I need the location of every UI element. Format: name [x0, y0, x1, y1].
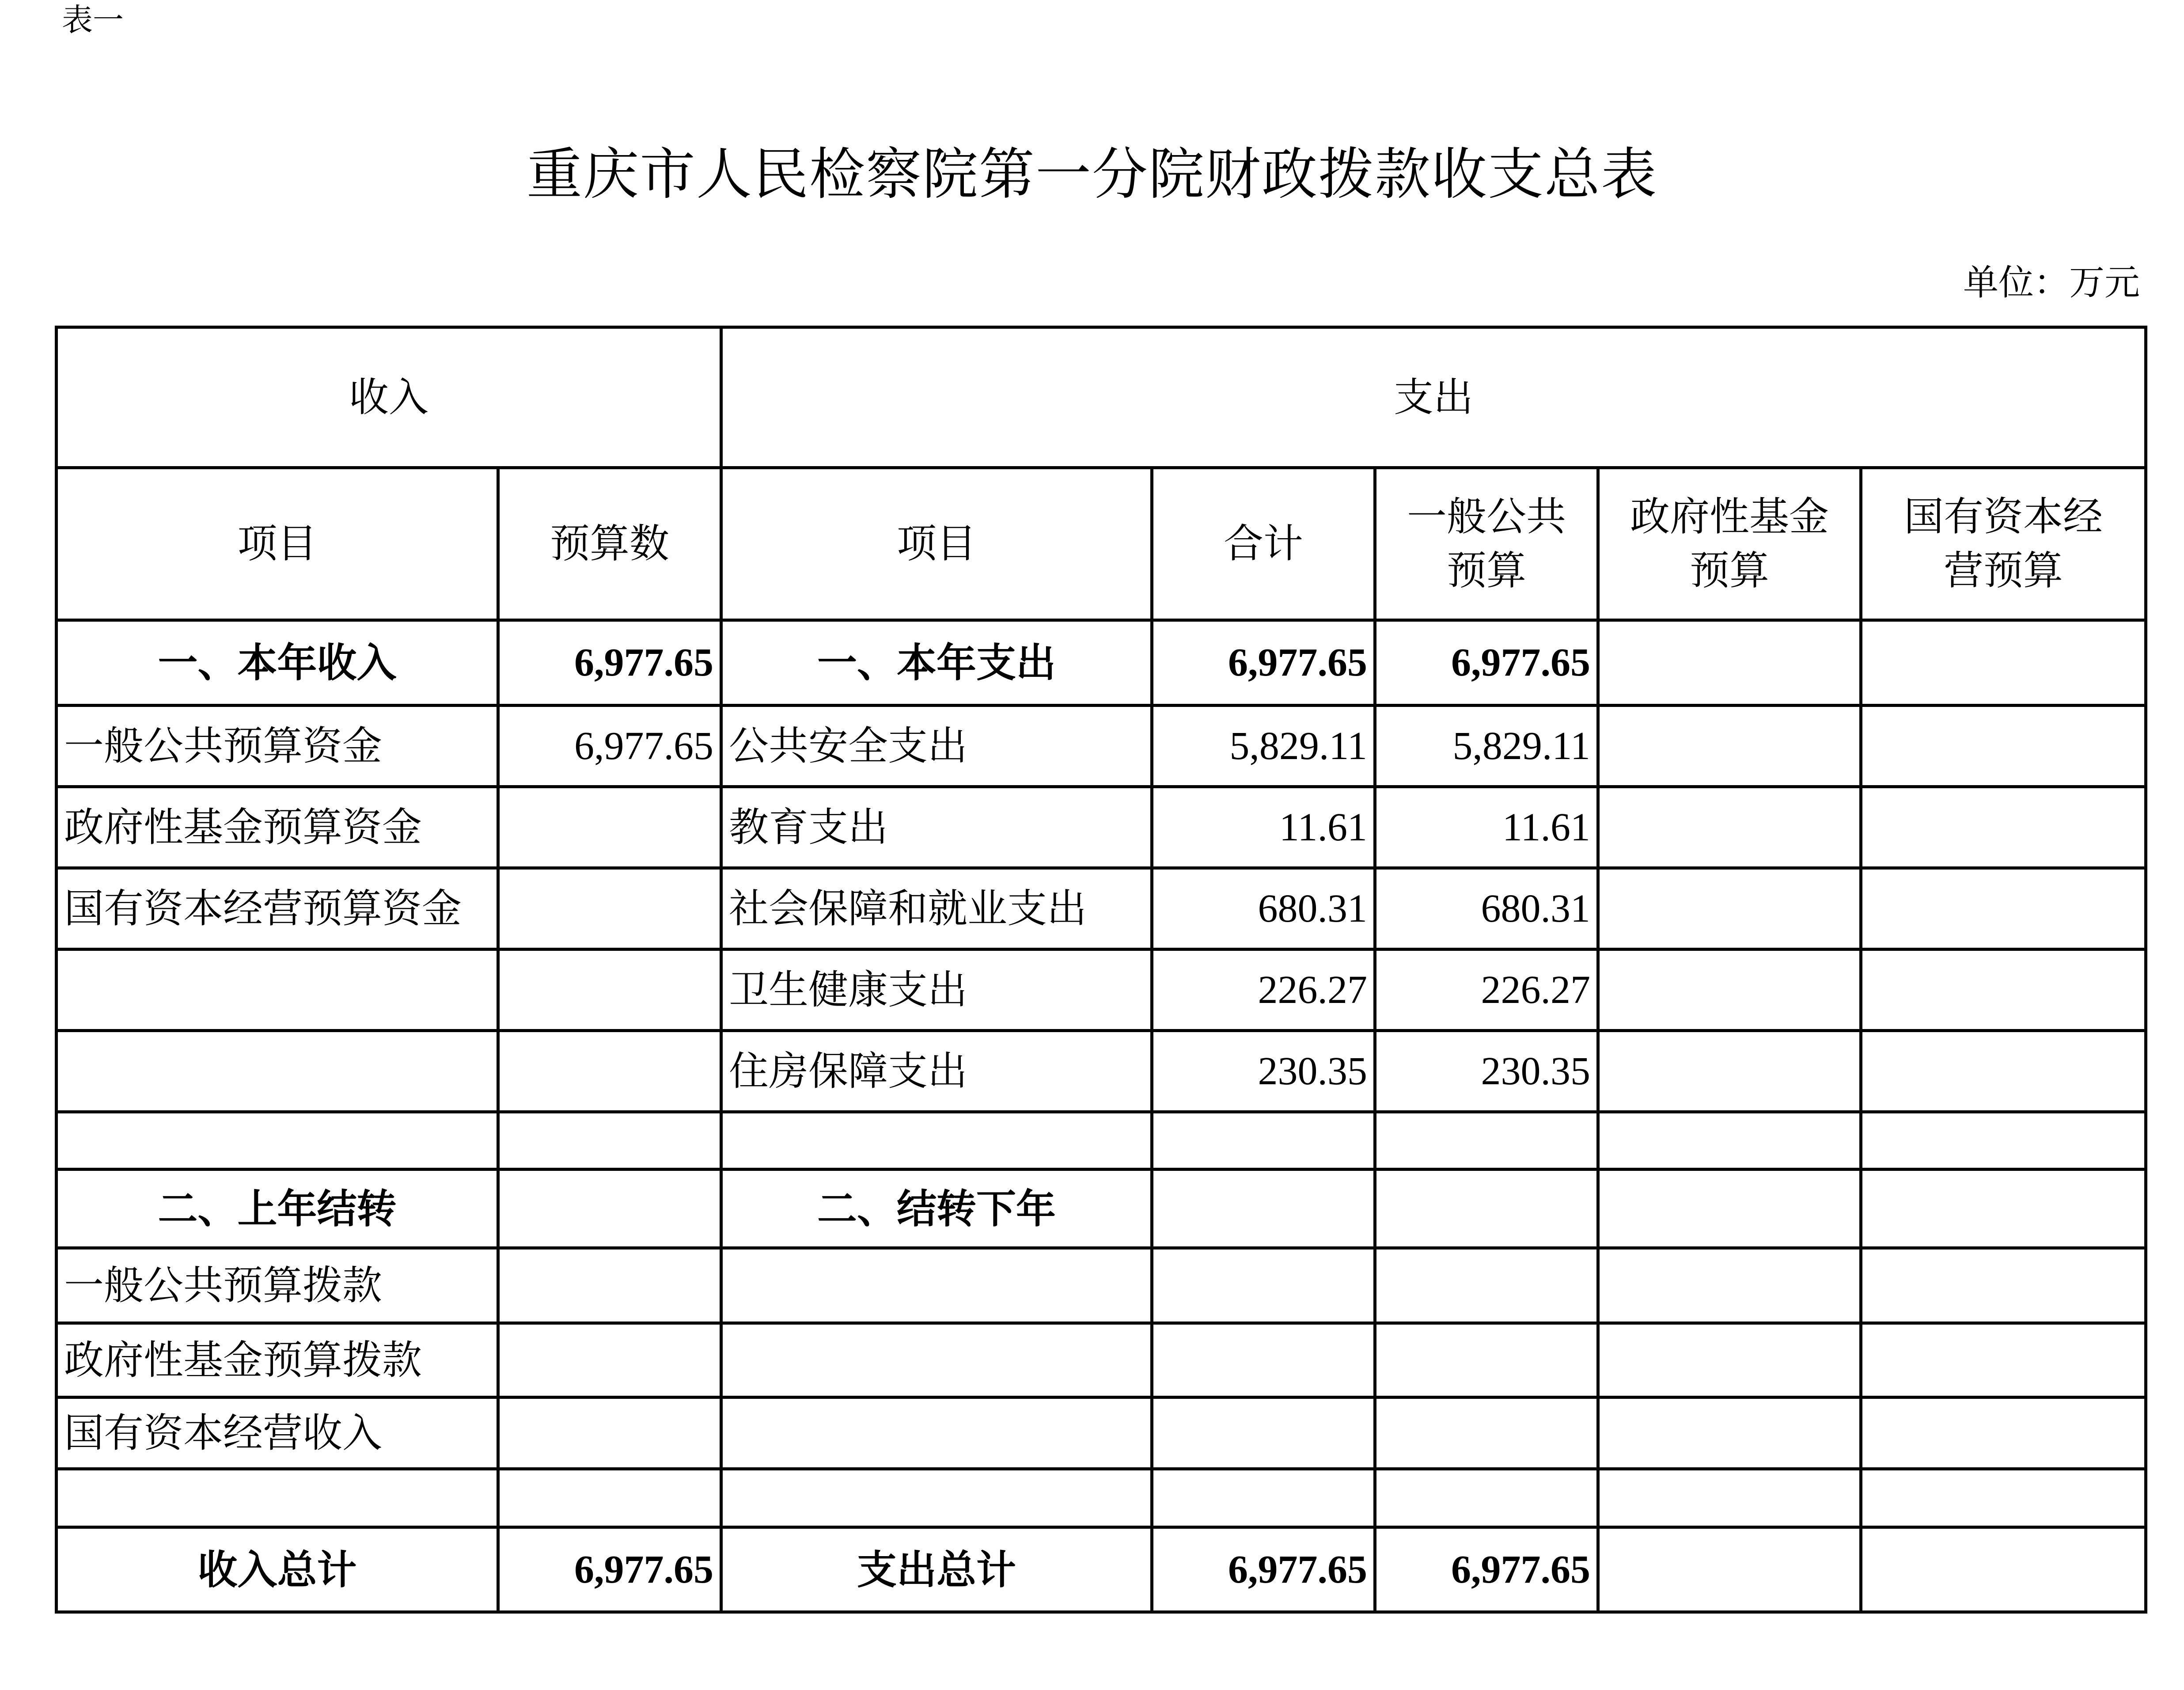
income-amount-cell — [498, 1170, 721, 1248]
expense-item-cell — [721, 1248, 1152, 1323]
gov-fund-cell — [1598, 1031, 1861, 1112]
expense-total-cell — [1152, 1398, 1375, 1469]
expense-item-cell: 社会保障和就业支出 — [721, 868, 1152, 949]
expense-item-cell — [721, 1469, 1152, 1527]
gov-fund-cell — [1598, 949, 1861, 1031]
expense-total-cell: 226.27 — [1152, 949, 1375, 1031]
expense-item-cell: 教育支出 — [721, 787, 1152, 868]
gov-fund-cell — [1598, 1248, 1861, 1323]
table-row — [57, 1398, 2146, 1469]
table-row-blank — [57, 1469, 2146, 1527]
general-budget-cell: 680.31 — [1375, 868, 1598, 949]
general-budget-cell: 230.35 — [1375, 1031, 1598, 1112]
gov-fund-header — [1598, 468, 1861, 620]
expense-total-cell — [1152, 1469, 1375, 1527]
gov-fund-cell — [1598, 1398, 1861, 1469]
income-group-header: 收入 — [57, 327, 721, 468]
table-row — [57, 787, 2146, 868]
state-capital-cell — [1861, 1469, 2146, 1527]
table-row-carryover — [57, 1170, 2146, 1248]
income-amount-cell — [498, 868, 721, 949]
page-title: 重庆市人民检察院第一分院财政拨款收支总表 — [527, 142, 1657, 207]
general-budget-header-line1: 一般公共 — [1407, 494, 1566, 540]
expense-item-cell — [721, 1323, 1152, 1398]
income-item-header: 项目 — [57, 468, 498, 620]
general-budget-cell — [1375, 1469, 1598, 1527]
state-capital-cell — [1861, 787, 2146, 868]
income-item-cell — [57, 949, 498, 1031]
general-budget-header-line2: 预算 — [1447, 547, 1526, 594]
state-capital-header-line1: 国有资本经 — [1904, 494, 2103, 540]
income-item-cell: 政府性基金预算资金 — [57, 787, 498, 868]
state-capital-cell — [1861, 620, 2146, 706]
expense-total-cell: 5,829.11 — [1152, 706, 1375, 787]
gov-fund-cell — [1598, 706, 1861, 787]
state-capital-cell — [1861, 1527, 2146, 1612]
general-budget-cell — [1375, 1170, 1598, 1248]
expense-item-header: 项目 — [721, 468, 1152, 620]
expense-item-cell: 公共安全支出 — [721, 706, 1152, 787]
income-item-cell: 收入总计 — [57, 1527, 498, 1612]
income-amount-cell — [498, 1031, 721, 1112]
gov-fund-header-line1: 政府性基金 — [1630, 494, 1829, 540]
income-item-cell: 二、上年结转 — [57, 1170, 498, 1248]
gov-fund-cell — [1598, 787, 1861, 868]
general-budget-cell: 226.27 — [1375, 949, 1598, 1031]
expense-total-cell — [1152, 1248, 1375, 1323]
gov-fund-cell — [1598, 1170, 1861, 1248]
general-budget-cell — [1375, 1323, 1598, 1398]
income-item-cell — [57, 1112, 498, 1170]
expense-total-cell: 6,977.65 — [1152, 1527, 1375, 1612]
income-item-cell: 一般公共预算拨款 — [57, 1248, 498, 1323]
gov-fund-cell — [1598, 620, 1861, 706]
income-amount-cell: 6,977.65 — [498, 706, 721, 787]
expense-total-cell — [1152, 1170, 1375, 1248]
general-budget-cell: 11.61 — [1375, 787, 1598, 868]
expense-total-cell — [1152, 1112, 1375, 1170]
expense-item-cell: 一、本年支出 — [721, 620, 1152, 706]
gov-fund-cell — [1598, 1323, 1861, 1398]
state-capital-cell — [1861, 1170, 2146, 1248]
state-capital-cell — [1861, 706, 2146, 787]
total-header: 合计 — [1152, 468, 1375, 620]
general-budget-cell: 6,977.65 — [1375, 1527, 1598, 1612]
income-amount-cell: 6,977.65 — [498, 620, 721, 706]
expense-item-cell: 二、结转下年 — [721, 1170, 1152, 1248]
general-budget-cell — [1375, 1398, 1598, 1469]
income-amount-cell — [498, 787, 721, 868]
income-item-cell: 国有资本经营预算资金 — [57, 868, 498, 949]
state-capital-cell — [1861, 1398, 2146, 1469]
expense-item-cell: 住房保障支出 — [721, 1031, 1152, 1112]
state-capital-header-line2: 营预算 — [1944, 547, 2063, 594]
expense-total-cell: 230.35 — [1152, 1031, 1375, 1112]
table-row — [57, 1323, 2146, 1398]
general-budget-header — [1375, 468, 1598, 620]
expense-item-cell — [721, 1112, 1152, 1170]
state-capital-cell — [1861, 949, 2146, 1031]
expense-total-cell: 11.61 — [1152, 787, 1375, 868]
table-row — [57, 949, 2146, 1031]
general-budget-cell: 5,829.11 — [1375, 706, 1598, 787]
state-capital-cell — [1861, 1323, 2146, 1398]
table-row — [57, 706, 2146, 787]
income-amount-cell: 6,977.65 — [498, 1527, 721, 1612]
expense-group-header: 支出 — [721, 327, 2146, 468]
budget-summary-table — [55, 326, 2147, 1614]
gov-fund-cell — [1598, 1527, 1861, 1612]
table-row — [57, 868, 2146, 949]
state-capital-cell — [1861, 1031, 2146, 1112]
gov-fund-header-line2: 预算 — [1690, 547, 1769, 594]
income-amount-cell — [498, 1469, 721, 1527]
income-amount-cell — [498, 1248, 721, 1323]
income-amount-cell — [498, 1398, 721, 1469]
table-number-label: 表一 — [62, 2, 124, 38]
income-budget-header: 预算数 — [498, 468, 721, 620]
income-amount-cell — [498, 1112, 721, 1170]
income-amount-cell — [498, 949, 721, 1031]
expense-total-cell: 680.31 — [1152, 868, 1375, 949]
gov-fund-cell — [1598, 868, 1861, 949]
general-budget-cell — [1375, 1248, 1598, 1323]
header-group-row — [57, 327, 2146, 468]
column-header-row — [57, 468, 2146, 620]
income-item-cell: 政府性基金预算拨款 — [57, 1323, 498, 1398]
income-item-cell — [57, 1469, 498, 1527]
income-amount-cell — [498, 1323, 721, 1398]
expense-total-cell: 6,977.65 — [1152, 620, 1375, 706]
table-row-blank — [57, 1112, 2146, 1170]
income-item-cell — [57, 1031, 498, 1112]
income-item-cell: 一般公共预算资金 — [57, 706, 498, 787]
general-budget-cell — [1375, 1112, 1598, 1170]
general-budget-cell: 6,977.65 — [1375, 620, 1598, 706]
income-item-cell: 国有资本经营收入 — [57, 1398, 498, 1469]
table-row-grand-total — [57, 1527, 2146, 1612]
unit-label: 单位：万元 — [1963, 262, 2140, 303]
table-row-current-year — [57, 620, 2146, 706]
expense-item-cell: 支出总计 — [721, 1527, 1152, 1612]
state-capital-header — [1861, 468, 2146, 620]
state-capital-cell — [1861, 1112, 2146, 1170]
table-row — [57, 1248, 2146, 1323]
income-item-cell: 一、本年收入 — [57, 620, 498, 706]
expense-item-cell — [721, 1398, 1152, 1469]
expense-item-cell: 卫生健康支出 — [721, 949, 1152, 1031]
state-capital-cell — [1861, 868, 2146, 949]
gov-fund-cell — [1598, 1112, 1861, 1170]
expense-total-cell — [1152, 1323, 1375, 1398]
table-row — [57, 1031, 2146, 1112]
gov-fund-cell — [1598, 1469, 1861, 1527]
state-capital-cell — [1861, 1248, 2146, 1323]
